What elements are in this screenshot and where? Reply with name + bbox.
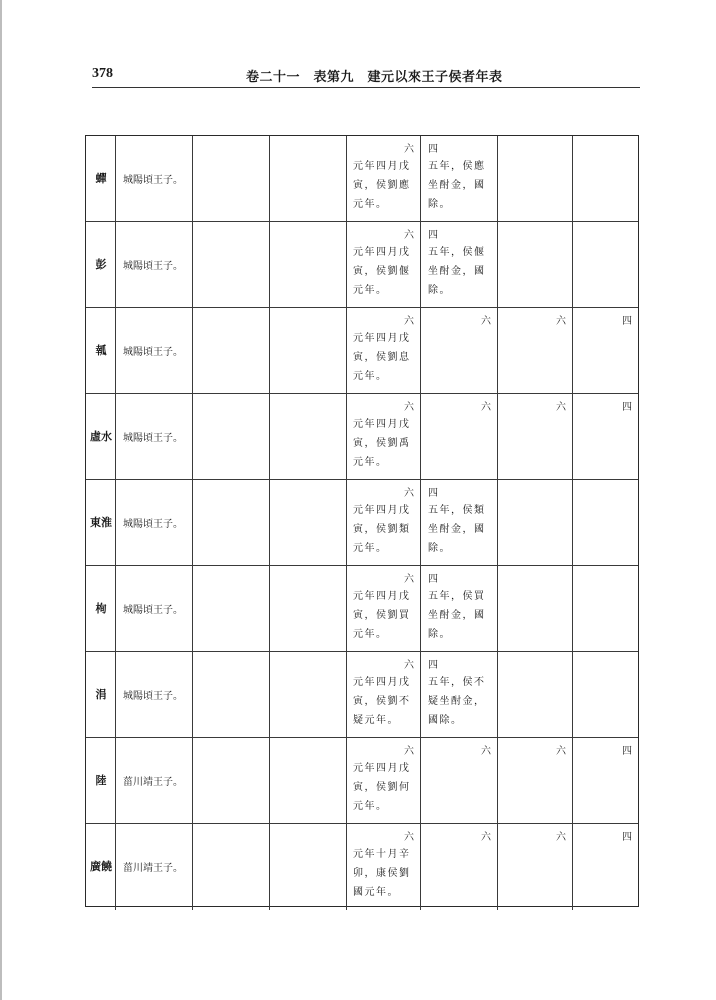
year-count: 六: [556, 832, 566, 843]
enfeoffment-note: 元年四月戊寅，侯劉偃元年。: [353, 247, 411, 296]
empty-cell: [270, 824, 347, 910]
year-count: 六: [556, 316, 566, 327]
empty-cell: [270, 136, 347, 221]
year-count: 六: [481, 746, 491, 757]
marquisate-name: 廣饒: [90, 860, 112, 873]
enfeoffment-note: 元年四月戊寅，侯劉類元年。: [353, 505, 411, 554]
empty-cell: [193, 824, 270, 910]
empty-cell: [270, 652, 347, 737]
empty-cell: [193, 222, 270, 307]
empty-cell: [193, 738, 270, 823]
empty-cell: [270, 566, 347, 651]
year-count: 六: [556, 746, 566, 757]
year-count: 四: [428, 488, 438, 499]
abolition-note: 五年，侯類坐酎金，國除。: [428, 505, 486, 554]
empty-cell: [270, 308, 347, 393]
enfeoffment-note: 元年四月戊寅，侯劉何元年。: [353, 763, 411, 812]
table-row: [86, 652, 638, 738]
year-count: 六: [404, 574, 414, 585]
lineage-origin: 城陽頃王子。: [123, 433, 183, 444]
empty-cell: [193, 136, 270, 221]
year-count: 六: [404, 316, 414, 327]
empty-cell: [270, 222, 347, 307]
year-count: 六: [481, 402, 491, 413]
table-row: [86, 738, 638, 824]
empty-cell: [270, 738, 347, 823]
abolition-note: 五年，侯應坐酎金，國除。: [428, 161, 486, 210]
year-count: 六: [481, 832, 491, 843]
empty-cell: [193, 566, 270, 651]
enfeoffment-note: 元年四月戊寅，侯劉息元年。: [353, 333, 411, 382]
year-count: 六: [404, 144, 414, 155]
year-count: 四: [428, 660, 438, 671]
marquisate-name: 蟬: [95, 172, 107, 185]
table-row: [86, 222, 638, 308]
year-count: 四: [428, 574, 438, 585]
marquisate-name: 虛水: [90, 430, 112, 443]
year-count: 六: [481, 316, 491, 327]
lineage-origin: 城陽頃王子。: [123, 519, 183, 530]
table-row: [86, 308, 638, 394]
empty-cell: [270, 480, 347, 565]
lineage-origin: 城陽頃王子。: [123, 691, 183, 702]
lineage-origin: 菑川靖王子。: [123, 777, 183, 788]
empty-cell: [193, 394, 270, 479]
year-count: 四: [622, 746, 632, 757]
page-edge: [0, 0, 2, 1000]
year-count: 六: [404, 402, 414, 413]
year-count: 四: [622, 316, 632, 327]
page-header: [92, 64, 640, 86]
lineage-origin: 菑川靖王子。: [123, 863, 183, 874]
marquisate-name: 陸: [95, 774, 107, 787]
abolition-note: 五年，侯不疑坐酎金，國除。: [428, 677, 486, 726]
chronology-table: [85, 135, 639, 907]
table-row: [86, 480, 638, 566]
abolition-note: 五年，侯買坐酎金，國除。: [428, 591, 486, 640]
year-count: 六: [404, 832, 414, 843]
table-row: [86, 566, 638, 652]
marquisate-name: 涓: [95, 688, 107, 701]
year-count: 四: [428, 230, 438, 241]
year-count: 四: [428, 144, 438, 155]
running-title: 卷二十一 表第九 建元以來王子侯者年表: [246, 70, 503, 85]
marquisate-name: 瓡: [95, 344, 107, 357]
year-count: 六: [404, 746, 414, 757]
year-count: 六: [404, 660, 414, 671]
marquisate-name: 彭: [95, 258, 107, 271]
lineage-origin: 城陽頃王子。: [123, 175, 183, 186]
table-row: [86, 824, 638, 910]
empty-cell: [270, 394, 347, 479]
abolition-note: 五年，侯偃坐酎金，國除。: [428, 247, 486, 296]
enfeoffment-note: 元年四月戊寅，侯劉不疑元年。: [353, 677, 411, 726]
table-row: [86, 394, 638, 480]
lineage-origin: 城陽頃王子。: [123, 605, 183, 616]
marquisate-name: 東淮: [90, 516, 112, 529]
enfeoffment-note: 元年十月辛卯，康侯劉國元年。: [353, 849, 411, 898]
empty-cell: [193, 652, 270, 737]
enfeoffment-note: 元年四月戊寅，侯劉禹元年。: [353, 419, 411, 468]
year-count: 六: [556, 402, 566, 413]
year-count: 六: [404, 230, 414, 241]
table-row: [86, 136, 638, 222]
empty-cell: [193, 308, 270, 393]
year-count: 六: [404, 488, 414, 499]
lineage-origin: 城陽頃王子。: [123, 347, 183, 358]
marquisate-name: 栒: [95, 602, 107, 615]
page-number: 378: [92, 66, 113, 81]
year-count: 四: [622, 402, 632, 413]
year-count: 四: [622, 832, 632, 843]
enfeoffment-note: 元年四月戊寅，侯劉買元年。: [353, 591, 411, 640]
lineage-origin: 城陽頃王子。: [123, 261, 183, 272]
enfeoffment-note: 元年四月戊寅，侯劉應元年。: [353, 161, 411, 210]
empty-cell: [193, 480, 270, 565]
header-rule: [92, 87, 640, 88]
